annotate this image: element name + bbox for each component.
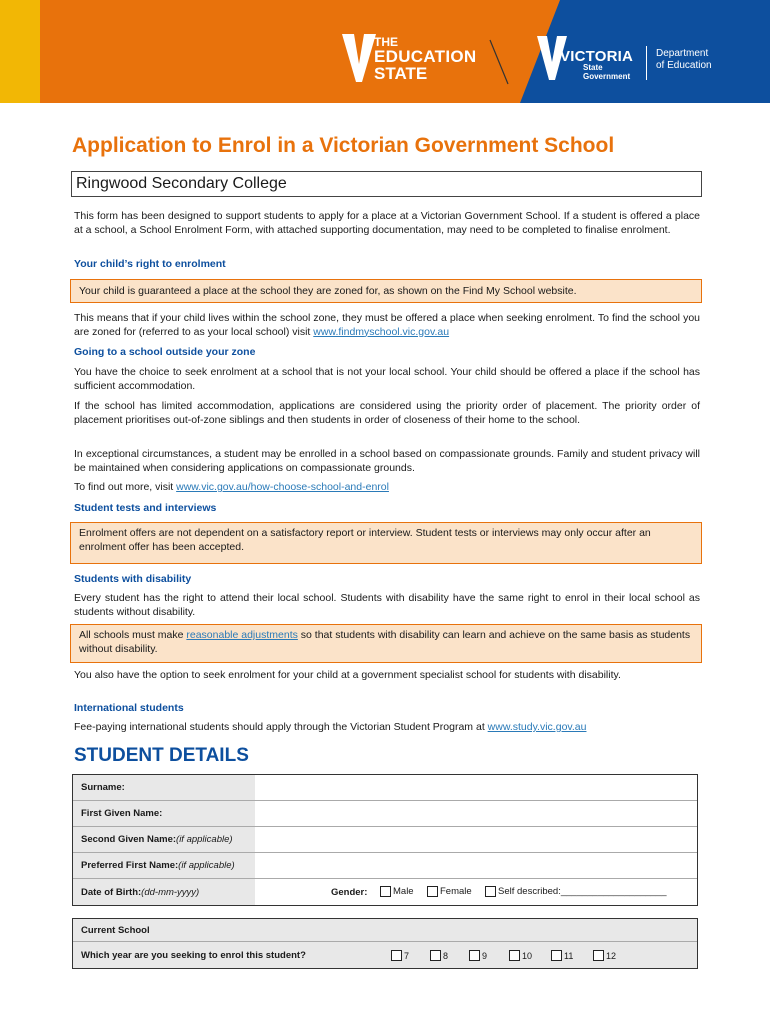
logo-education: EDUCATION — [374, 47, 477, 66]
first-given-label: First Given Name: — [73, 801, 255, 826]
department-line2: of Education — [656, 60, 712, 71]
findmyschool-link[interactable]: www.findmyschool.vic.gov.au — [313, 325, 450, 338]
year-12-checkbox[interactable] — [593, 950, 604, 961]
logo-state: STATE — [374, 64, 428, 83]
heading-outside-zone: Going to a school outside your zone — [74, 346, 256, 358]
year-9-label: 9 — [482, 950, 488, 961]
gender-label: Gender: — [331, 887, 368, 898]
education-state-v-icon — [342, 34, 376, 82]
dob-note: (dd-mm-yyyy) — [141, 886, 200, 898]
second-given-note: (if applicable) — [176, 834, 233, 845]
first-given-row — [73, 801, 697, 827]
paragraph-international — [74, 721, 700, 735]
year-11-label: 11 — [564, 950, 574, 961]
banner-divider — [646, 46, 647, 80]
gender-self-described-checkbox[interactable] — [485, 886, 496, 897]
preferred-note: (if applicable) — [178, 860, 235, 871]
paragraph-choice: You have the choice to seek enrolment at a school that is not your local school. Your child should be offered a place if the school has sufficient accommodation. — [74, 366, 700, 392]
year-10-checkbox[interactable] — [509, 950, 520, 961]
first-given-field[interactable] — [255, 801, 697, 826]
paragraph-limited-accommodation: If the school has limited accommodation, applications are considered using the priority order of placement. The priority order of placement prioritises out-of-zone siblings and then students in order of closeness of their home to the school. — [74, 400, 700, 426]
preferred-field[interactable] — [255, 853, 697, 878]
logo-the: THE — [374, 35, 398, 49]
year-10-label: 10 — [522, 950, 533, 961]
gender-female-label: Female — [440, 886, 472, 897]
year-9-option[interactable] — [469, 950, 487, 961]
year-row — [73, 942, 697, 968]
preferred-row — [73, 853, 697, 879]
year-7-label: 7 — [404, 950, 410, 961]
find-out-more-text: To find out more, visit — [74, 481, 177, 493]
international-text: Fee-paying international students should apply through the Victorian Student Program at — [74, 721, 488, 733]
dob-gender-row — [73, 879, 697, 905]
gender-male-option[interactable] — [380, 886, 414, 897]
surname-label: Surname: — [73, 775, 255, 800]
preferred-text: Preferred First Name: — [81, 860, 179, 871]
adjustments-text-pre: All schools must make — [79, 629, 187, 641]
heading-disability: Students with disability — [74, 573, 192, 585]
gender-female-option[interactable] — [427, 886, 472, 897]
callout-tests: Enrolment offers are not dependent on a satisfactory report or interview. Student tests or interviews may only occur after an enrolment offer has been accepted. — [70, 522, 702, 564]
state-government-label — [583, 64, 630, 82]
year-10-option[interactable] — [509, 950, 532, 961]
intro-paragraph: This form has been designed to support students to apply for a place at a Victorian Government School. If a student is offered a place at a school, a School Enrolment Form, with attached supporting documentation, may need to be completed to finalise enrolment. — [74, 210, 700, 236]
self-described-line[interactable]: ____________________ — [560, 886, 667, 897]
heading-tests: Student tests and interviews — [74, 502, 217, 514]
heading-right-to-enrolment: Your child’s right to enrolment — [74, 258, 226, 270]
surname-field[interactable] — [255, 775, 697, 800]
department-line1: Department — [656, 48, 709, 59]
year-7-checkbox[interactable] — [391, 950, 402, 961]
current-school-row — [73, 919, 697, 942]
paragraph-specialist-school: You also have the option to seek enrolment for your child at a government specialist school for students with disability. — [74, 669, 621, 681]
government-label: Government — [583, 71, 631, 81]
current-school-label: Current School — [73, 919, 697, 941]
gender-male-label: Male — [393, 886, 414, 897]
logo-slash-icon — [488, 38, 510, 86]
gender-self-described-option[interactable] — [485, 886, 667, 897]
paragraph-disability-right: Every student has the right to attend their local school. Students with disability have the same right to enrol in their local school as students without disability. — [74, 592, 700, 618]
year-8-option[interactable] — [430, 950, 448, 961]
year-12-label: 12 — [606, 950, 617, 961]
paragraph-zone-text: This means that if your child lives within the school zone, they must be offered a place when seeking enrolment. To find the school you are zoned for (referred to as your local school) visit — [74, 312, 700, 338]
surname-row — [73, 775, 697, 801]
study-vic-link[interactable]: www.study.vic.gov.au — [487, 721, 587, 733]
preferred-label — [73, 853, 255, 878]
student-details-table — [72, 774, 698, 906]
gender-female-checkbox[interactable] — [427, 886, 438, 897]
victoria-wordmark: VICTORIA — [560, 48, 633, 65]
second-given-field[interactable] — [255, 827, 697, 852]
school-year-table — [72, 918, 698, 969]
reasonable-adjustments-link[interactable]: reasonable adjustments — [186, 629, 298, 641]
paragraph-find-out-more — [74, 481, 700, 495]
paragraph-compassionate: In exceptional circumstances, a student may be enrolled in a school based on compassionate grounds. Family and student privacy will be maintained when considering applications on compassionate grounds. — [74, 448, 700, 474]
dob-label — [73, 879, 255, 905]
year-7-option[interactable] — [391, 950, 409, 961]
student-details-heading: STUDENT DETAILS — [74, 745, 249, 766]
dob-text: Date of Birth: — [81, 886, 142, 898]
adjustments-text-post: so that students with disability can learn and achieve on the same basis as students without disability. — [79, 629, 691, 655]
school-name-field[interactable]: Ringwood Secondary College — [71, 171, 702, 197]
callout-guaranteed-place: Your child is guaranteed a place at the school they are zoned for, as shown on the Find My School website. — [70, 279, 702, 303]
second-given-text: Second Given Name: — [81, 834, 177, 845]
year-8-label: 8 — [443, 950, 449, 961]
header-banner — [0, 0, 770, 103]
year-11-checkbox[interactable] — [551, 950, 562, 961]
year-8-checkbox[interactable] — [430, 950, 441, 961]
year-11-option[interactable] — [551, 950, 573, 961]
heading-international: International students — [74, 702, 184, 714]
banner-yellow-band — [0, 0, 40, 103]
second-given-label — [73, 827, 255, 852]
gender-self-described-label: Self described: — [498, 886, 561, 897]
department-label — [656, 48, 712, 72]
year-question-label: Which year are you seeking to enrol this student? — [73, 942, 697, 968]
paragraph-zone — [74, 312, 700, 339]
gender-male-checkbox[interactable] — [380, 886, 391, 897]
how-choose-school-link[interactable]: www.vic.gov.au/how-choose-school-and-enrol — [176, 481, 389, 493]
education-state-logo — [374, 36, 477, 82]
year-12-option[interactable] — [593, 950, 616, 961]
second-given-row — [73, 827, 697, 853]
page-title: Application to Enrol in a Victorian Government School — [72, 134, 615, 157]
callout-reasonable-adjustments — [70, 624, 702, 663]
state-label: State — [583, 63, 603, 72]
year-9-checkbox[interactable] — [469, 950, 480, 961]
